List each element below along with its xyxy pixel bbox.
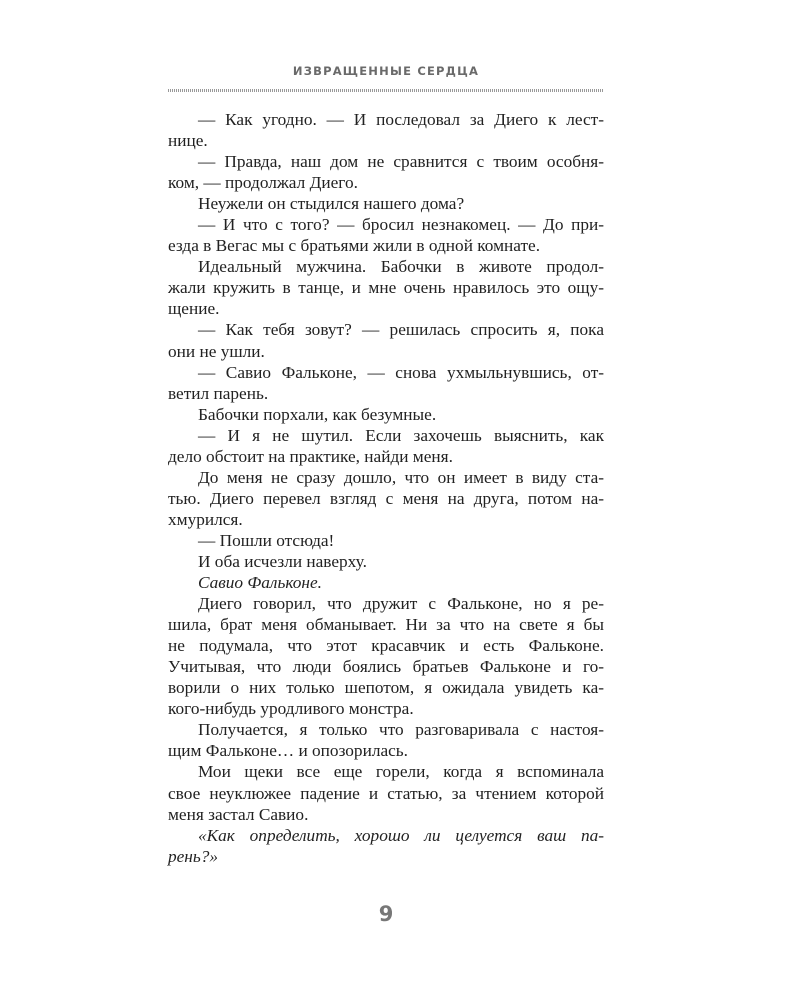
paragraph — [168, 256, 604, 319]
text-line: ком, — продолжал Диего. — [168, 173, 358, 193]
paragraph — [168, 467, 604, 530]
paragraph — [168, 825, 604, 867]
text-line: щение. — [168, 299, 220, 319]
text-line: Диего говорил, что дружит с Фальконе, но я ре- — [198, 594, 604, 614]
text-line: они не ушли. — [168, 341, 265, 361]
paragraph — [168, 551, 604, 572]
text-line: И оба исчезли наверху. — [198, 551, 367, 571]
text-line: — Как угодно. — И последовал за Диего к лест- — [198, 110, 604, 129]
running-header: ИЗВРАЩЕННЫЕ СЕРДЦА — [292, 64, 480, 78]
page-body-text — [168, 109, 604, 867]
text-line: рень?» — [168, 846, 219, 866]
paragraph — [168, 193, 604, 214]
text-line: — Как тебя зовут? — решилась спросить я, пока — [198, 320, 604, 340]
text-line: шила, брат меня обманывает. Ни за что на свете я бы — [168, 615, 604, 635]
text-line: дело обстоит на практике, найди меня. — [168, 446, 453, 466]
paragraph — [168, 151, 604, 193]
paragraph — [168, 572, 604, 593]
paragraph — [168, 319, 604, 361]
text-line: Неужели он стыдился нашего дома? — [198, 194, 465, 214]
text-line: Савио Фальконе. — [198, 573, 322, 593]
text-line: ветил парень. — [168, 383, 269, 403]
text-line: Получается, я только что разговаривала с настоя- — [198, 720, 604, 740]
paragraph — [168, 109, 604, 151]
paragraph — [168, 761, 604, 824]
paragraph — [168, 425, 604, 467]
text-line: хмурился. — [168, 509, 243, 529]
text-line: ворили о них только шепотом, я ожидала увидеть ка- — [168, 678, 604, 698]
text-line: — Пошли отсюда! — [198, 530, 335, 550]
page-number: 9 — [378, 902, 394, 926]
header-divider — [168, 89, 604, 92]
text-line: тью. Диего перевел взгляд с меня на друга, потом на- — [168, 488, 604, 508]
text-line: «Как определить, хорошо ли целуется ваш па- — [198, 825, 604, 845]
text-line: езда в Вегас мы с братьями жили в одной комнате. — [168, 236, 541, 256]
text-line: щим Фальконе… и опозорилась. — [168, 741, 408, 761]
text-line: Мои щеки все еще горели, когда я вспоминала — [198, 762, 604, 782]
text-line: нице. — [168, 131, 208, 151]
text-line: Учитывая, что люди боялись братьев Фальконе и го- — [168, 657, 604, 677]
text-line: Идеальный мужчина. Бабочки в животе продол- — [198, 257, 604, 277]
paragraph — [168, 593, 604, 719]
paragraph — [168, 214, 604, 256]
text-line: кого-нибудь уродливого монстра. — [168, 699, 414, 719]
paragraph — [168, 404, 604, 425]
text-line: — И я не шутил. Если захочешь выяснить, как — [198, 425, 604, 445]
text-line: Бабочки порхали, как безумные. — [198, 404, 437, 424]
text-line: не подумала, что этот красавчик и есть Фальконе. — [168, 636, 604, 656]
text-line: — Правда, наш дом не сравнится с твоим особня- — [198, 152, 604, 172]
paragraph — [168, 362, 604, 404]
paragraph — [168, 530, 604, 551]
text-line: — И что с того? — бросил незнакомец. — До при- — [198, 215, 604, 235]
text-line: До меня не сразу дошло, что он имеет в виду ста- — [198, 467, 604, 487]
paragraph — [168, 719, 604, 761]
text-line: меня застал Савио. — [168, 804, 309, 824]
text-line: свое неуклюжее падение и статью, за чтением которой — [168, 783, 604, 803]
text-line: жали кружить в танце, и мне очень нравилось это ощу- — [168, 278, 604, 298]
text-line: — Савио Фальконе, — снова ухмыльнувшись, от- — [198, 362, 604, 382]
